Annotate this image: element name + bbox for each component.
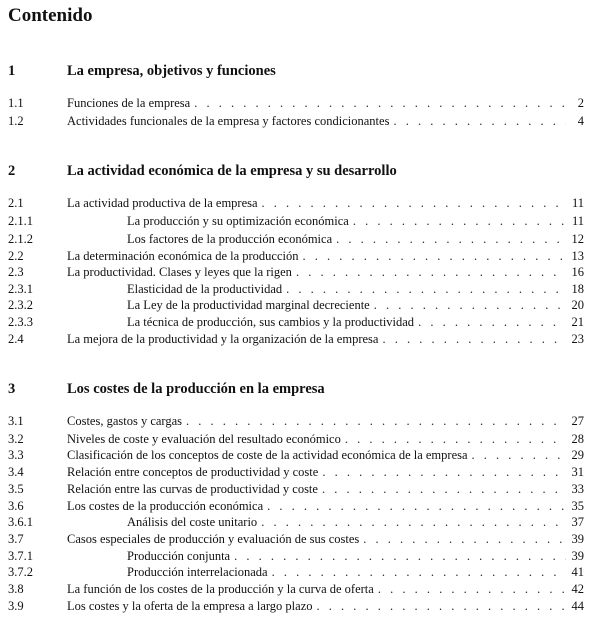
toc-page-number: 44: [571, 599, 584, 613]
toc-label: Funciones de la empresa: [67, 96, 191, 110]
toc-chapter: [0, 62, 592, 80]
toc-number: 2.2: [8, 249, 24, 263]
toc-label: Producción conjunta: [127, 549, 231, 563]
toc-page-number: 23: [571, 332, 584, 346]
dot-leader: [267, 498, 566, 514]
toc-label: Actividades funcionales de la empresa y factores condicionantes: [67, 114, 390, 128]
toc-section: [0, 248, 592, 264]
toc-label: Niveles de coste y evaluación del resultado económico: [67, 432, 341, 446]
toc-label: La determinación económica de la producción: [67, 249, 299, 263]
dot-leader: [317, 598, 566, 614]
toc-subsection: [0, 548, 592, 564]
toc-number: 3.8: [8, 582, 24, 596]
toc-number: 3.7.1: [8, 549, 33, 563]
toc-subsection: [0, 213, 592, 229]
toc-page-number: 31: [571, 465, 584, 479]
toc-chapter: [0, 162, 592, 180]
toc-number: 3.6: [8, 499, 24, 513]
toc-section: [0, 413, 592, 429]
toc-number: 1: [8, 63, 16, 79]
toc-label: Los factores de la producción económica: [127, 232, 333, 246]
toc-number: 2.3: [8, 265, 24, 279]
dot-leader: [296, 264, 566, 280]
toc-number: 2: [8, 163, 16, 179]
toc-number: 3.9: [8, 599, 24, 613]
dot-leader: [418, 314, 566, 330]
dot-leader: [336, 231, 566, 247]
toc-label: La producción y su optimización económica: [127, 214, 349, 228]
toc-page-number: 2: [577, 96, 584, 110]
toc-subsection: [0, 231, 592, 247]
toc-number: 2.1: [8, 196, 24, 210]
toc-page-number: 21: [571, 315, 584, 329]
toc-section: [0, 531, 592, 547]
dot-leader: [261, 514, 566, 530]
toc-page-number: 20: [571, 298, 584, 312]
toc-label: Los costes de la producción económica: [67, 499, 264, 513]
toc-page-number: 37: [571, 515, 584, 529]
toc-number: 3.6.1: [8, 515, 33, 529]
dot-leader: [374, 297, 566, 313]
toc-section: [0, 331, 592, 347]
toc-section: [0, 464, 592, 480]
toc-number: 2.1.2: [8, 232, 33, 246]
dot-leader: [286, 281, 566, 297]
dot-leader: [234, 548, 566, 564]
toc-page-number: 39: [571, 549, 584, 563]
toc-label: La mejora de la productividad y la organización de la empresa: [67, 332, 379, 346]
toc-page-number: 11: [571, 214, 584, 228]
toc-number: 2.4: [8, 332, 24, 346]
toc-label: Clasificación de los conceptos de coste de la actividad económica de la empresa: [67, 448, 468, 462]
toc-label: Los costes y la oferta de la empresa a largo plazo: [67, 599, 313, 613]
toc-page-number: 28: [571, 432, 584, 446]
toc-page-number: 42: [571, 582, 584, 596]
toc-page-number: 16: [571, 265, 584, 279]
toc-number: 3.4: [8, 465, 24, 479]
toc-page-number: 41: [571, 565, 584, 579]
toc-label: Producción interrelacionada: [127, 565, 268, 579]
toc-section: [0, 581, 592, 597]
toc-number: 3.2: [8, 432, 24, 446]
dot-leader: [472, 447, 566, 463]
dot-leader: [363, 531, 566, 547]
toc-page-number: 39: [571, 532, 584, 546]
toc-section: [0, 447, 592, 463]
toc-number: 3.5: [8, 482, 24, 496]
toc-label: Relación entre conceptos de productividad y coste: [67, 465, 319, 479]
toc-number: 3.1: [8, 414, 24, 428]
toc-section: [0, 264, 592, 280]
dot-leader: [322, 481, 566, 497]
toc-subsection: [0, 564, 592, 580]
toc-section: [0, 113, 592, 129]
toc-label: La técnica de producción, sus cambios y la productividad: [127, 315, 415, 329]
toc-number: 1.1: [8, 96, 24, 110]
toc-label: La empresa, objetivos y funciones: [67, 63, 276, 79]
toc-number: 2.3.2: [8, 298, 33, 312]
toc-label: La productividad. Clases y leyes que la rigen: [67, 265, 292, 279]
toc-label: Los costes de la producción en la empresa: [67, 381, 325, 397]
toc-number: 3.7.2: [8, 565, 33, 579]
toc-label: Casos especiales de producción y evaluación de sus costes: [67, 532, 360, 546]
toc-subsection: [0, 514, 592, 530]
dot-leader: [194, 95, 566, 111]
dot-leader: [393, 113, 566, 129]
toc-section: [0, 431, 592, 447]
toc-label: Elasticidad de la productividad: [127, 282, 283, 296]
toc-page-number: 11: [571, 196, 584, 210]
dot-leader: [186, 413, 566, 429]
dot-leader: [272, 564, 566, 580]
toc-subsection: [0, 281, 592, 297]
dot-leader: [303, 248, 567, 264]
toc-section: [0, 95, 592, 111]
toc-page-number: 18: [571, 282, 584, 296]
toc-page-number: 4: [577, 114, 584, 128]
toc-page-number: 29: [571, 448, 584, 462]
toc-label: Análisis del coste unitario: [127, 515, 258, 529]
toc-section: [0, 598, 592, 614]
dot-leader: [322, 464, 566, 480]
toc-page-number: 27: [571, 414, 584, 428]
toc-label: La actividad económica de la empresa y su desarrollo: [67, 163, 397, 179]
page-title: Contenido: [8, 5, 93, 26]
dot-leader: [353, 213, 566, 229]
toc-number: 2.3.1: [8, 282, 33, 296]
dot-leader: [345, 431, 566, 447]
toc-number: 1.2: [8, 114, 24, 128]
toc-page-number: 33: [571, 482, 584, 496]
toc-section: [0, 498, 592, 514]
toc-section: [0, 195, 592, 211]
toc-section: [0, 481, 592, 497]
toc-label: La actividad productiva de la empresa: [67, 196, 258, 210]
toc-subsection: [0, 314, 592, 330]
toc-number: 2.1.1: [8, 214, 33, 228]
dot-leader: [382, 331, 566, 347]
toc-page-number: 35: [571, 499, 584, 513]
toc-number: 3.3: [8, 448, 24, 462]
toc-page-number: 13: [571, 249, 584, 263]
toc-label: Relación entre las curvas de productividad y coste: [67, 482, 318, 496]
dot-leader: [378, 581, 566, 597]
toc-label: Costes, gastos y cargas: [67, 414, 183, 428]
toc-chapter: [0, 380, 592, 398]
toc-label: La Ley de la productividad marginal decreciente: [127, 298, 370, 312]
toc-number: 3.7: [8, 532, 24, 546]
toc-page-number: 12: [571, 232, 584, 246]
dot-leader: [262, 195, 566, 211]
toc-label: La función de los costes de la producción y la curva de oferta: [67, 582, 374, 596]
toc-number: 2.3.3: [8, 315, 33, 329]
toc-number: 3: [8, 381, 16, 397]
toc-subsection: [0, 297, 592, 313]
